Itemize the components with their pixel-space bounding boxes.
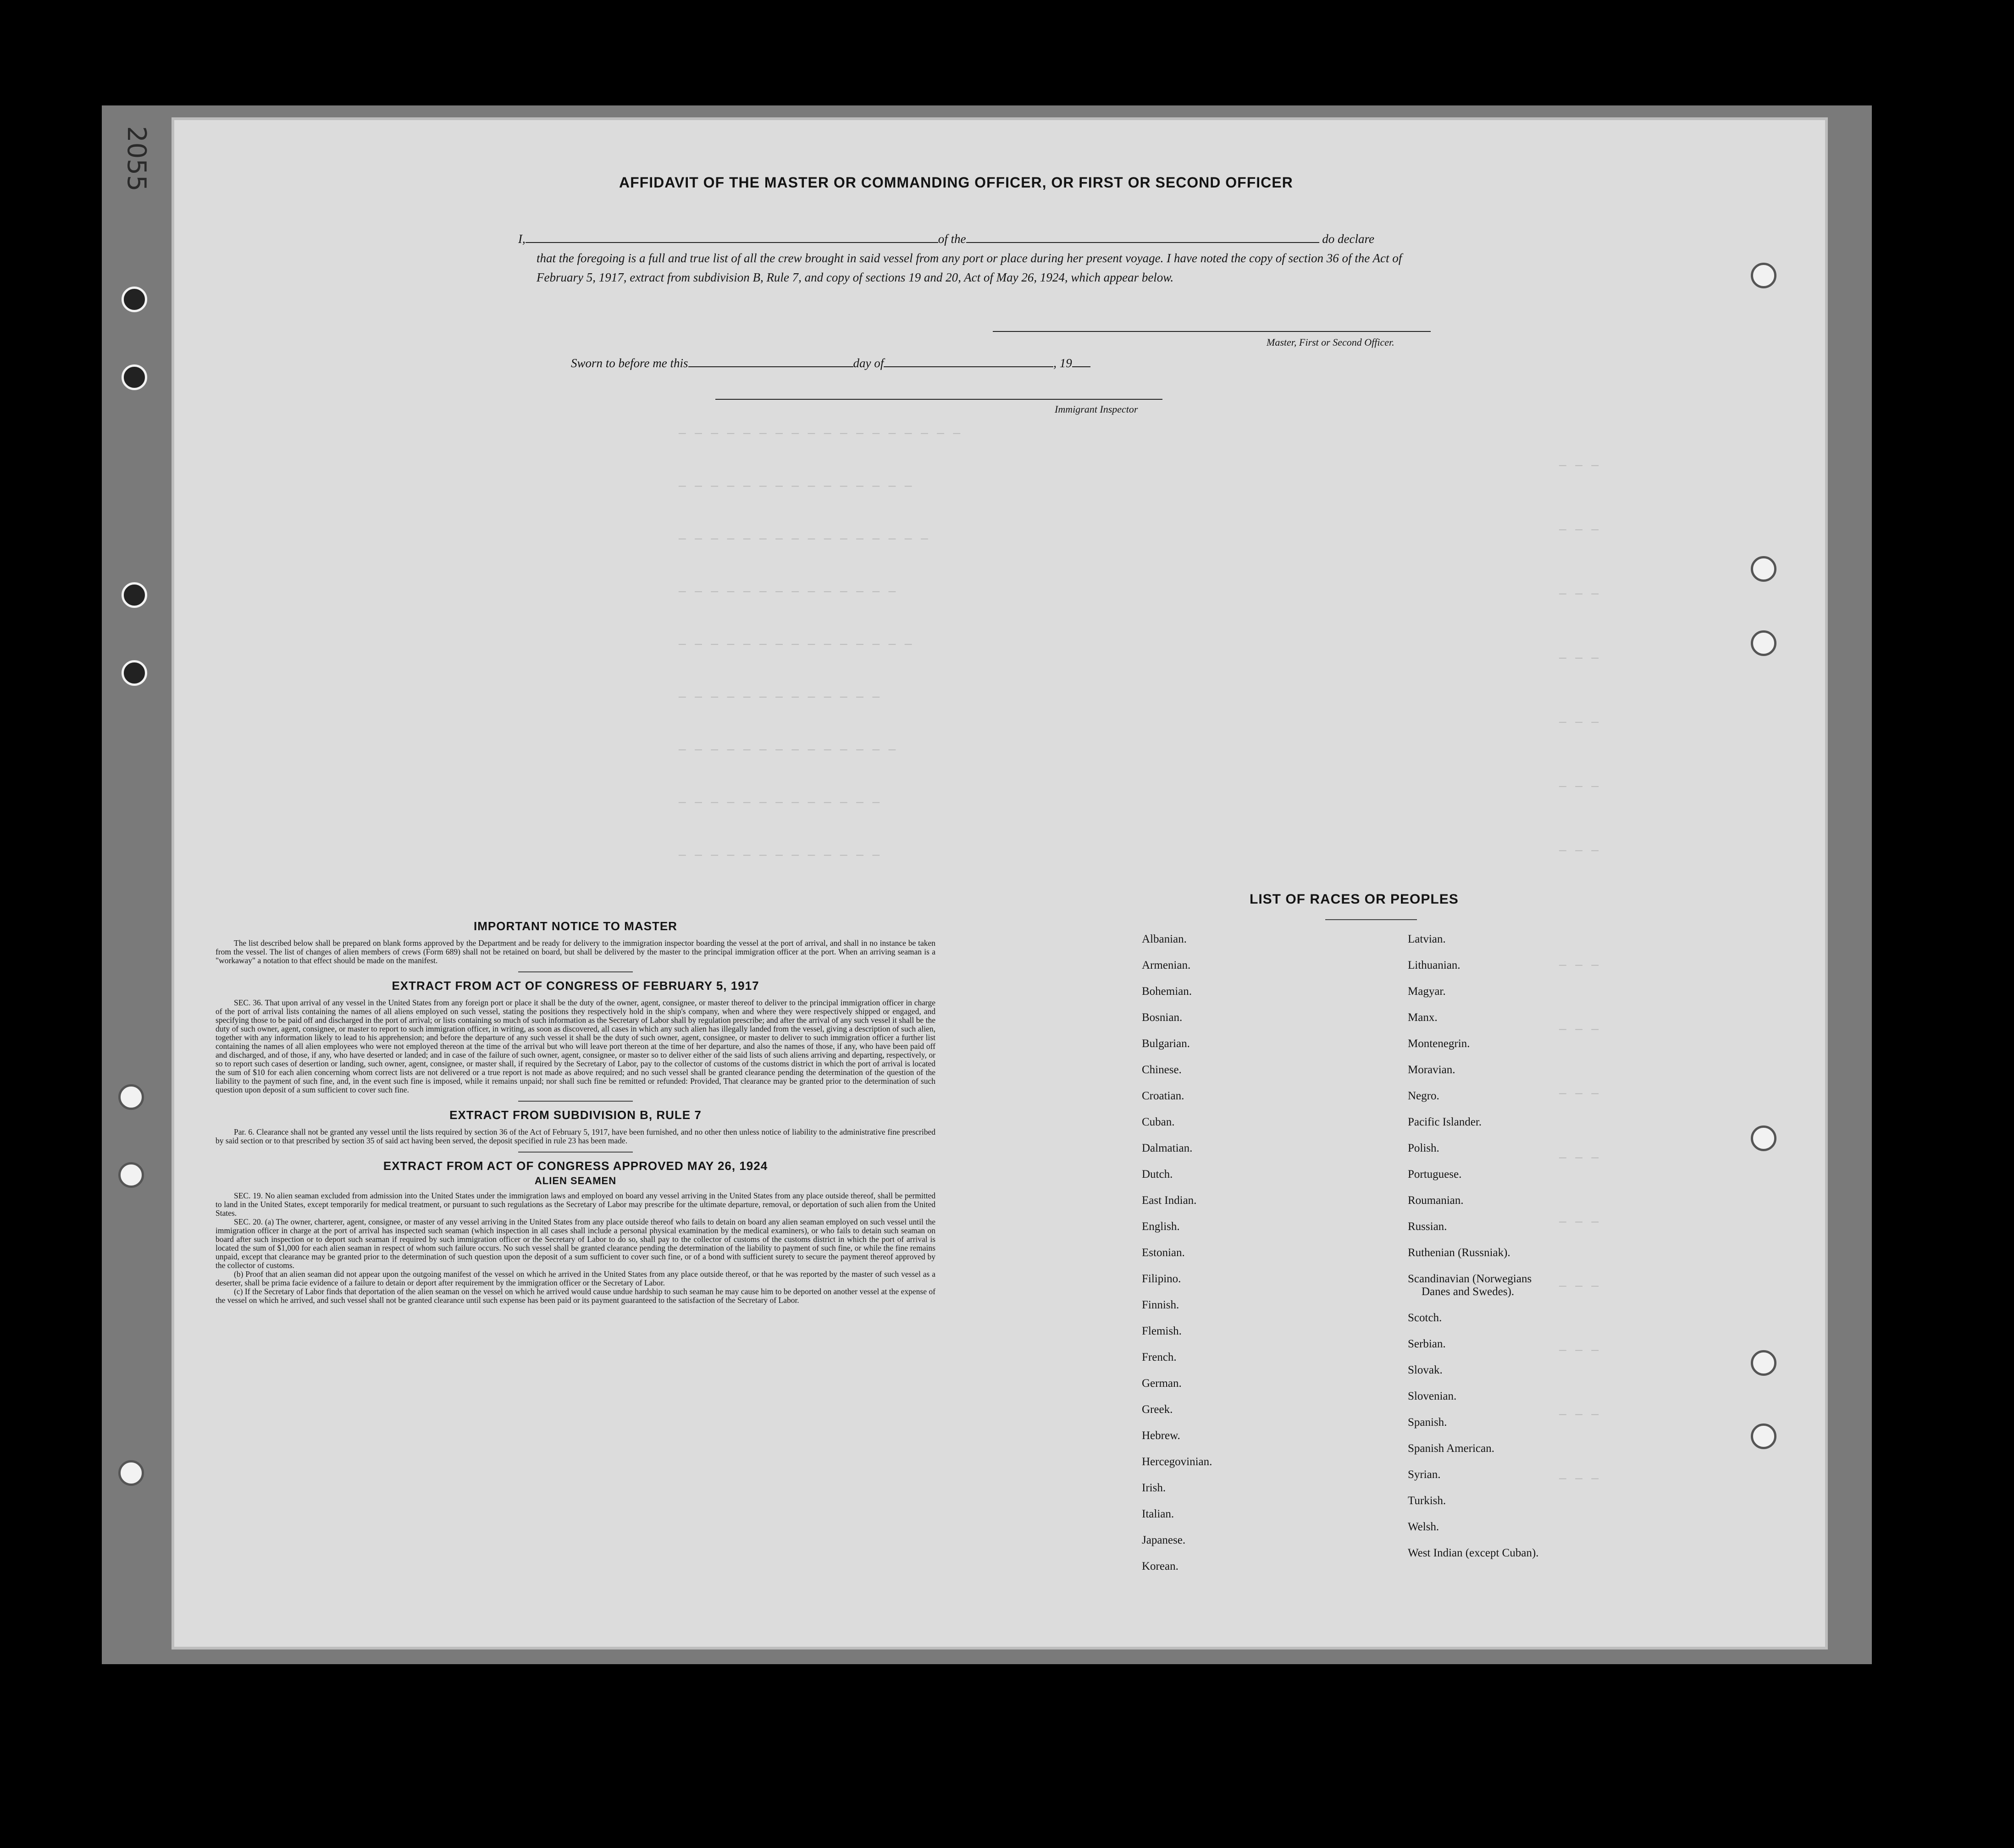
race-item: Finnish. xyxy=(1142,1299,1179,1311)
vessel-name-blank[interactable] xyxy=(966,231,1319,243)
race-item: Korean. xyxy=(1142,1560,1179,1572)
binding-hole xyxy=(1751,263,1776,288)
race-item: Armenian. xyxy=(1142,959,1191,971)
race-item: Syrian. xyxy=(1408,1468,1441,1481)
day-of-label: day of xyxy=(853,356,884,370)
notice-section xyxy=(216,919,935,1305)
binding-hole xyxy=(1751,1423,1776,1449)
section-20b-paragraph: (b) Proof that an alien seaman did not appear upon the outgoing manifest of the vessel on which he arrived in the United States from any place outside thereof, or that he was reported by the master of such vessel as a deserter, shall be prima facie evidence of a failure to detain or deport after requirement by the immigration officer or the Secretary of Labor. xyxy=(216,1269,935,1287)
sworn-label: Sworn to before me this xyxy=(571,356,688,370)
race-item: Portuguese. xyxy=(1408,1168,1462,1181)
race-item: Bosnian. xyxy=(1142,1011,1183,1024)
race-item: Spanish American. xyxy=(1408,1442,1494,1455)
master-signature-line[interactable] xyxy=(993,331,1431,332)
race-item: Ruthenian (Russniak). xyxy=(1408,1247,1510,1259)
binding-hole xyxy=(122,287,147,312)
binding-hole xyxy=(122,660,147,686)
master-signature-caption: Master, First or Second Officer. xyxy=(1267,337,1394,348)
sworn-day-blank[interactable] xyxy=(688,355,853,367)
race-item: Negro. xyxy=(1408,1090,1439,1102)
race-item: German. xyxy=(1142,1377,1182,1390)
affidavit-do-declare-label: do declare xyxy=(1322,232,1374,246)
extract-1917-paragraph: SEC. 36. That upon arrival of any vessel in the United States from any foreign port or place it shall be the duty of the owner, agent, consignee, or master thereof to deliver to the principal immigration officer in charge of the port of arrival lists containing the names of all aliens employed on such vessel, stating the positions they respectively hold in the ship's company, when and where they were respectively shipped or engaged, and specifying those to be paid off and discharged in the port of arrival; or lists containing so much of such information as the Secretary of Labor shall by regulation prescribe; and after the arrival of any such vessel it shall be the duty of such owner, agent, consignee, or master to report to such immigration officer, in writing, as soon as discovered, all cases in which any such alien has illegally landed from the vessel, giving a description of such alien, together with any information likely to lead to his apprehension; and before the departure of any such vessel it shall be the duty of such owner, agent, consignee, or master to deliver to such immigration officer a further list containing the names of all alien employees who were not employed thereon at the time of the arrival but who will leave port thereon at the time of her departure, and also the names of those, if any, who have been paid off and discharged, and of those, if any, who have deserted or landed; and in case of the failure of such owner, agent, consignee, or master so to deliver either of the said lists of such aliens arriving and departing, respectively, or so to report such cases of desertion or landing, such owner, agent, consignee, or master shall, if required by the Secretary of Labor, pay to the collector of customs of the customs district in which the port of arrival is located the sum of $10 for each alien concerning whom correct lists are not delivered or a true report is not made as above required; and no such vessel shall be granted clearance pending the determination of the question of the liability to the payment of such fine, and, in the event such fine is imposed, while it remains unpaid; nor shall such fine be remitted or refunded: Provided, That clearance may be granted prior to the determination of such question upon deposit of a sum sufficient to cover such fine. xyxy=(216,998,935,1094)
race-item: Hercegovinian. xyxy=(1142,1456,1212,1468)
race-item: Roumanian. xyxy=(1408,1194,1464,1207)
notice-paragraph: The list described below shall be prepared on blank forms approved by the Department and be ready for delivery to the immigration inspector boarding the vessel at the port of arrival, and shall in no instance be taken from the vessel. The list of changes of alien members of crews (Form 689) shall not be retained on board, but shall be delivered by the master to the principal immigration officer at the port. When an arriving seaman is a "workaway" a notation to that effect should be made on the manifest. xyxy=(216,938,935,965)
affidavit-statement: that the foregoing is a full and true list of all the crew brought in said vessel from any port or place during her present voyage. I have noted the copy of section 36 of the Act of February 5, 1917, extract from subdivision B, Rule 7, and copy of sections 19 and 20, Act of May 26, 1924, which appear below. xyxy=(537,251,1402,284)
race-item: West Indian (except Cuban). xyxy=(1408,1547,1539,1559)
handwritten-number: 2055 xyxy=(122,126,151,192)
binding-hole xyxy=(122,582,147,608)
extract-1917-title: EXTRACT FROM ACT OF CONGRESS OF FEBRUARY 5, 1917 xyxy=(392,979,759,993)
race-item: Dutch. xyxy=(1142,1168,1173,1181)
inspector-signature-line[interactable] xyxy=(715,399,1162,400)
race-item: Moravian. xyxy=(1408,1064,1455,1076)
race-item: Manx. xyxy=(1408,1011,1438,1024)
race-item: Montenegrin. xyxy=(1408,1037,1470,1050)
race-item: Lithuanian. xyxy=(1408,959,1461,971)
affidavit-declaration-line xyxy=(518,229,1431,248)
affidavit-of-the-label: of the xyxy=(938,232,966,246)
notice-title: IMPORTANT NOTICE TO MASTER xyxy=(474,919,677,933)
race-item: Irish. xyxy=(1142,1482,1166,1494)
master-name-blank[interactable] xyxy=(526,231,938,243)
race-item: Scotch. xyxy=(1408,1312,1442,1324)
race-item: Chinese. xyxy=(1142,1064,1182,1076)
races-title: LIST OF RACES OR PEOPLES xyxy=(1250,892,1459,907)
binding-hole xyxy=(1751,1350,1776,1376)
sworn-year-blank[interactable] xyxy=(1072,355,1090,367)
race-item: Latvian. xyxy=(1408,933,1446,945)
alien-seamen-subtitle: ALIEN SEAMEN xyxy=(534,1175,617,1186)
race-item: Turkish. xyxy=(1408,1495,1446,1507)
year-prefix-label: , 19 xyxy=(1053,356,1072,370)
race-item: Flemish. xyxy=(1142,1325,1182,1337)
race-item: Croatian. xyxy=(1142,1090,1184,1102)
affidavit-title: AFFIDAVIT OF THE MASTER OR COMMANDING OFFICER, OR FIRST OR SECOND OFFICER xyxy=(619,174,1293,191)
race-item: Magyar. xyxy=(1408,985,1446,998)
inspector-caption: Immigrant Inspector xyxy=(1055,403,1138,415)
race-item: Bulgarian. xyxy=(1142,1037,1190,1050)
divider xyxy=(518,1101,633,1102)
affidavit-i-label: I, xyxy=(518,232,526,246)
race-item: East Indian. xyxy=(1142,1194,1197,1207)
race-item: Hebrew. xyxy=(1142,1429,1180,1442)
divider xyxy=(1325,919,1417,920)
race-item: Japanese. xyxy=(1142,1534,1186,1546)
section-19-paragraph: SEC. 19. No alien seaman excluded from admission into the United States under the immigration laws and employed on board any vessel arriving in the United States from any place outside thereof, shall be permitted to land in the United States, except temporarily for medical treatment, or pursuant to such regulations as the Secretary of Labor may prescribe for the ultimate departure, removal, or deportation of such alien from the United States. xyxy=(216,1191,935,1218)
binding-hole xyxy=(118,1084,144,1110)
race-item: Russian. xyxy=(1408,1220,1447,1233)
race-item: Estonian. xyxy=(1142,1247,1185,1259)
race-item: Cuban. xyxy=(1142,1116,1175,1128)
race-item: Italian. xyxy=(1142,1508,1174,1520)
race-item: Pacific Islander. xyxy=(1408,1116,1482,1128)
binding-hole xyxy=(118,1162,144,1188)
race-item: English. xyxy=(1142,1220,1180,1233)
race-item: Polish. xyxy=(1408,1142,1439,1154)
section-20c-paragraph: (c) If the Secretary of Labor finds that deportation of the alien seaman on the vessel on which he arrived would cause undue hardship to such seaman he may cause him to be deported on another vessel at the expense of the vessel on which he arrived, and such vessel shall not be granted clearance until such expense has been paid or its payment guaranteed to the satisfaction of the Secretary of Labor. xyxy=(216,1287,935,1305)
race-item: Dalmatian. xyxy=(1142,1142,1193,1154)
race-item: Danes and Swedes). xyxy=(1422,1285,1515,1298)
race-item: Filipino. xyxy=(1142,1273,1181,1285)
section-20a-paragraph: SEC. 20. (a) The owner, charterer, agent, consignee, or master of any vessel arriving in the United States from any place outside thereof who fails to detain on board any alien seaman employed on such vessel until the immigration officer in charge at the port of arrival has inspected such seaman (which inspection in all cases shall include a personal physical examination by the medical examiners), or who fails to detain such seaman on board after such inspection or to deport such seaman if required by such immigration officer or the Secretary of Labor to do so, shall pay to the collector of customs of the customs district in which the port of arrival is located the sum of $1,000 for each alien seaman in respect of whom such failure occurs. No such vessel shall be granted clearance pending the determination of the liability to payment of such fine, or while the fine remains unpaid, except that clearance may be granted prior to the determination of such question upon the deposit of a sum sufficient to cover such fine, or of a bond with sufficient surety to secure the payment thereof approved by the collector of customs. xyxy=(216,1217,935,1270)
binding-hole xyxy=(1751,1125,1776,1151)
race-item: Welsh. xyxy=(1408,1521,1439,1533)
binding-hole xyxy=(1751,630,1776,656)
extract-rule7-title: EXTRACT FROM SUBDIVISION B, RULE 7 xyxy=(449,1108,702,1122)
affidavit-body xyxy=(518,229,1431,287)
divider xyxy=(518,1152,633,1153)
race-item: Spanish. xyxy=(1408,1416,1447,1429)
extract-1924-title: EXTRACT FROM ACT OF CONGRESS APPROVED MAY 26, 1924 xyxy=(383,1159,768,1173)
race-item: French. xyxy=(1142,1351,1177,1363)
binding-hole xyxy=(118,1460,144,1486)
sworn-line xyxy=(571,355,1090,370)
binding-hole xyxy=(1751,556,1776,582)
divider xyxy=(518,971,633,972)
race-item: Bohemian. xyxy=(1142,985,1192,998)
race-item: Serbian. xyxy=(1408,1338,1446,1350)
race-item: Greek. xyxy=(1142,1403,1173,1416)
race-item: Scandinavian (Norwegians xyxy=(1408,1273,1532,1285)
binding-hole xyxy=(122,364,147,390)
race-item: Slovak. xyxy=(1408,1364,1443,1376)
race-item: Slovenian. xyxy=(1408,1390,1457,1402)
extract-rule7-paragraph: Par. 6. Clearance shall not be granted any vessel until the lists required by section 36 of the Act of February 5, 1917, have been furnished, and no other then unless notice of liability to the administrative fine prescribed by said section or to that prescribed by section 35 of said act having been served, the deposit specified in rule 23 has been made. xyxy=(216,1127,935,1145)
race-item: Albanian. xyxy=(1142,933,1187,945)
sworn-month-blank[interactable] xyxy=(884,355,1053,367)
